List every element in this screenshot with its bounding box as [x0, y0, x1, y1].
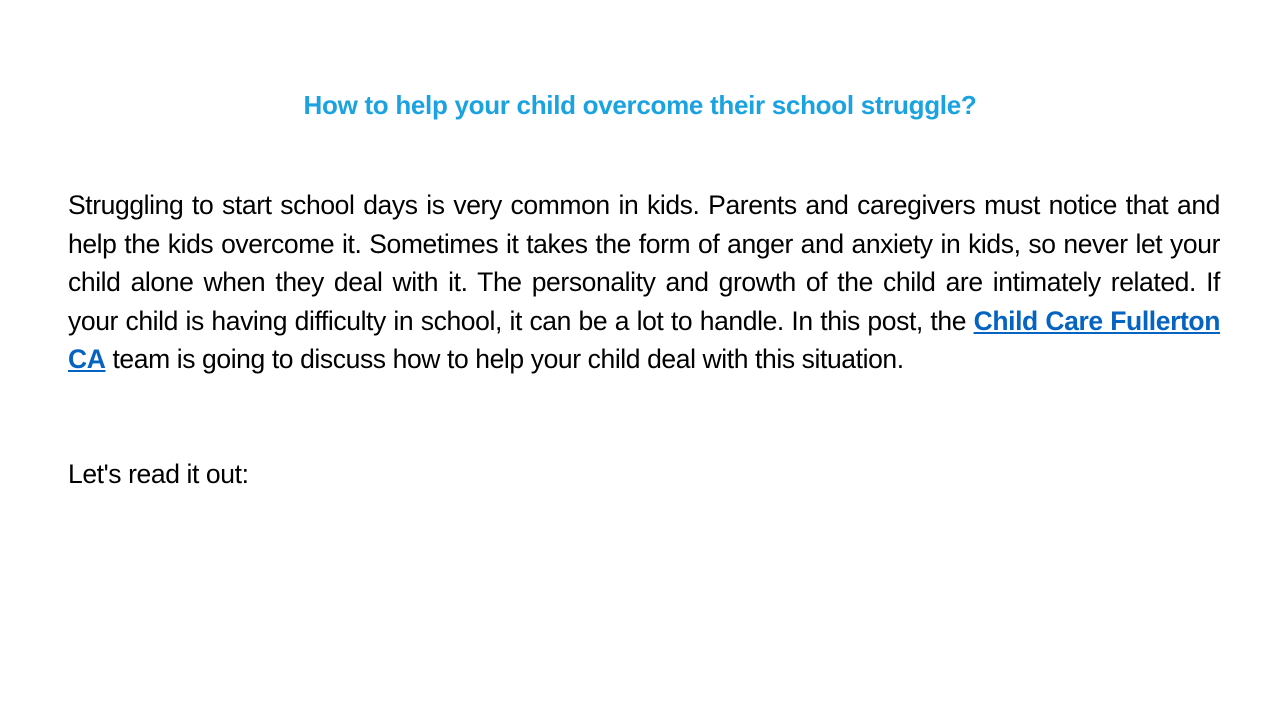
closing-line: Let's read it out:	[68, 459, 249, 489]
intro-paragraph	[68, 186, 1220, 379]
intro-text-after-link: team is going to discuss how to help your child deal with this situation.	[105, 344, 904, 374]
page-title: How to help your child overcome their school struggle?	[303, 90, 977, 120]
child-care-fullerton-link[interactable]: Child Care Fullerton CA	[68, 305, 1220, 374]
intro-text-before-link: Struggling to start school days is very common in kids. Parents and caregivers must notice that and help the kids overcome it. Sometimes it takes the form of anger and anxiety in kids, so never let your child alone when they deal with it. The personality and growth of the child are intimately related. If your child is having difficulty in school, it can be a lot to handle. In this post, the	[68, 190, 1220, 336]
